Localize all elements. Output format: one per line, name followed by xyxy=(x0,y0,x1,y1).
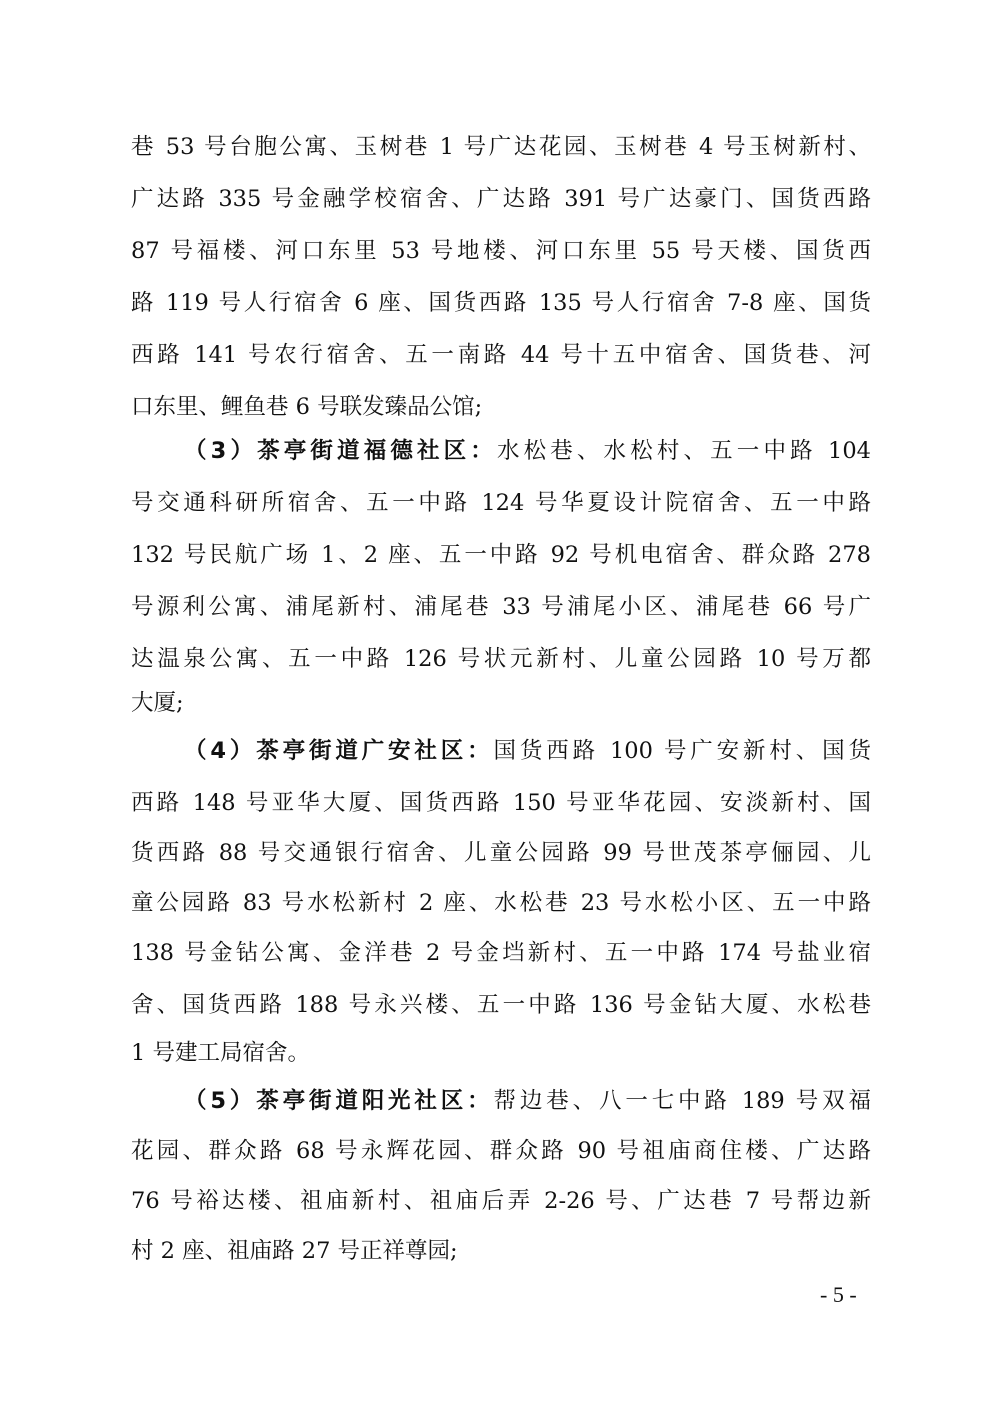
text-line: 76 号裕达楼、祖庙新村、祖庙后弄 2-26 号、广达巷 7 号帮边新 xyxy=(131,1188,871,1214)
section-heading: （5）茶亭街道阳光社区： xyxy=(184,1088,494,1114)
text-line: 号源利公寓、浦尾新村、浦尾巷 33 号浦尾小区、浦尾巷 66 号广 xyxy=(131,594,871,620)
text-line: 广达路 335 号金融学校宿舍、广达路 391 号广达豪门、国货西路 xyxy=(131,186,871,212)
section-heading: （3）茶亭街道福德社区： xyxy=(184,438,497,464)
text-line: 巷 53 号台胞公寓、玉树巷 1 号广达花园、玉树巷 4 号玉树新村、 xyxy=(131,134,871,160)
text-line: 西路 141 号农行宿舍、五一南路 44 号十五中宿舍、国货巷、河 xyxy=(131,342,871,368)
text-line: 132 号民航广场 1、2 座、五一中路 92 号机电宿舍、群众路 278 xyxy=(131,542,871,568)
text-line: 大厦; xyxy=(131,690,184,716)
text-line: 号交通科研所宿舍、五一中路 124 号华夏设计院宿舍、五一中路 xyxy=(131,490,871,516)
section-text: 帮边巷、八一七中路 189 号双福 xyxy=(493,1088,871,1114)
section-heading: （4）茶亭街道广安社区： xyxy=(184,738,494,764)
text-line: 87 号福楼、河口东里 53 号地楼、河口东里 55 号天楼、国货西 xyxy=(131,238,871,264)
section-first-line xyxy=(184,436,871,466)
text-line: 达温泉公寓、五一中路 126 号状元新村、儿童公园路 10 号万都 xyxy=(131,646,871,672)
text-line: 口东里、鲤鱼巷 6 号联发臻品公馆; xyxy=(131,394,483,420)
section-text: 水松巷、水松村、五一中路 104 xyxy=(496,438,871,464)
text-line: 童公园路 83 号水松新村 2 座、水松巷 23 号水松小区、五一中路 xyxy=(131,890,871,916)
text-line: 舍、国货西路 188 号永兴楼、五一中路 136 号金钻大厦、水松巷 xyxy=(131,992,871,1018)
text-line: 路 119 号人行宿舍 6 座、国货西路 135 号人行宿舍 7-8 座、国货 xyxy=(131,290,871,316)
text-line: 138 号金钻公寓、金洋巷 2 号金垱新村、五一中路 174 号盐业宿 xyxy=(131,940,871,966)
text-line: 村 2 座、祖庙路 27 号正祥尊园; xyxy=(131,1238,458,1264)
text-line: 1 号建工局宿舍。 xyxy=(131,1040,310,1066)
section-first-line xyxy=(184,1086,871,1116)
text-line: 货西路 88 号交通银行宿舍、儿童公园路 99 号世茂茶亭俪园、儿 xyxy=(131,840,871,866)
section-first-line xyxy=(184,736,871,766)
page-number: - 5 - xyxy=(820,1282,857,1307)
text-line: 西路 148 号亚华大厦、国货西路 150 号亚华花园、安淡新村、国 xyxy=(131,790,871,816)
text-line: 花园、群众路 68 号永辉花园、群众路 90 号祖庙商住楼、广达路 xyxy=(131,1138,871,1164)
section-text: 国货西路 100 号广安新村、国货 xyxy=(493,738,871,764)
